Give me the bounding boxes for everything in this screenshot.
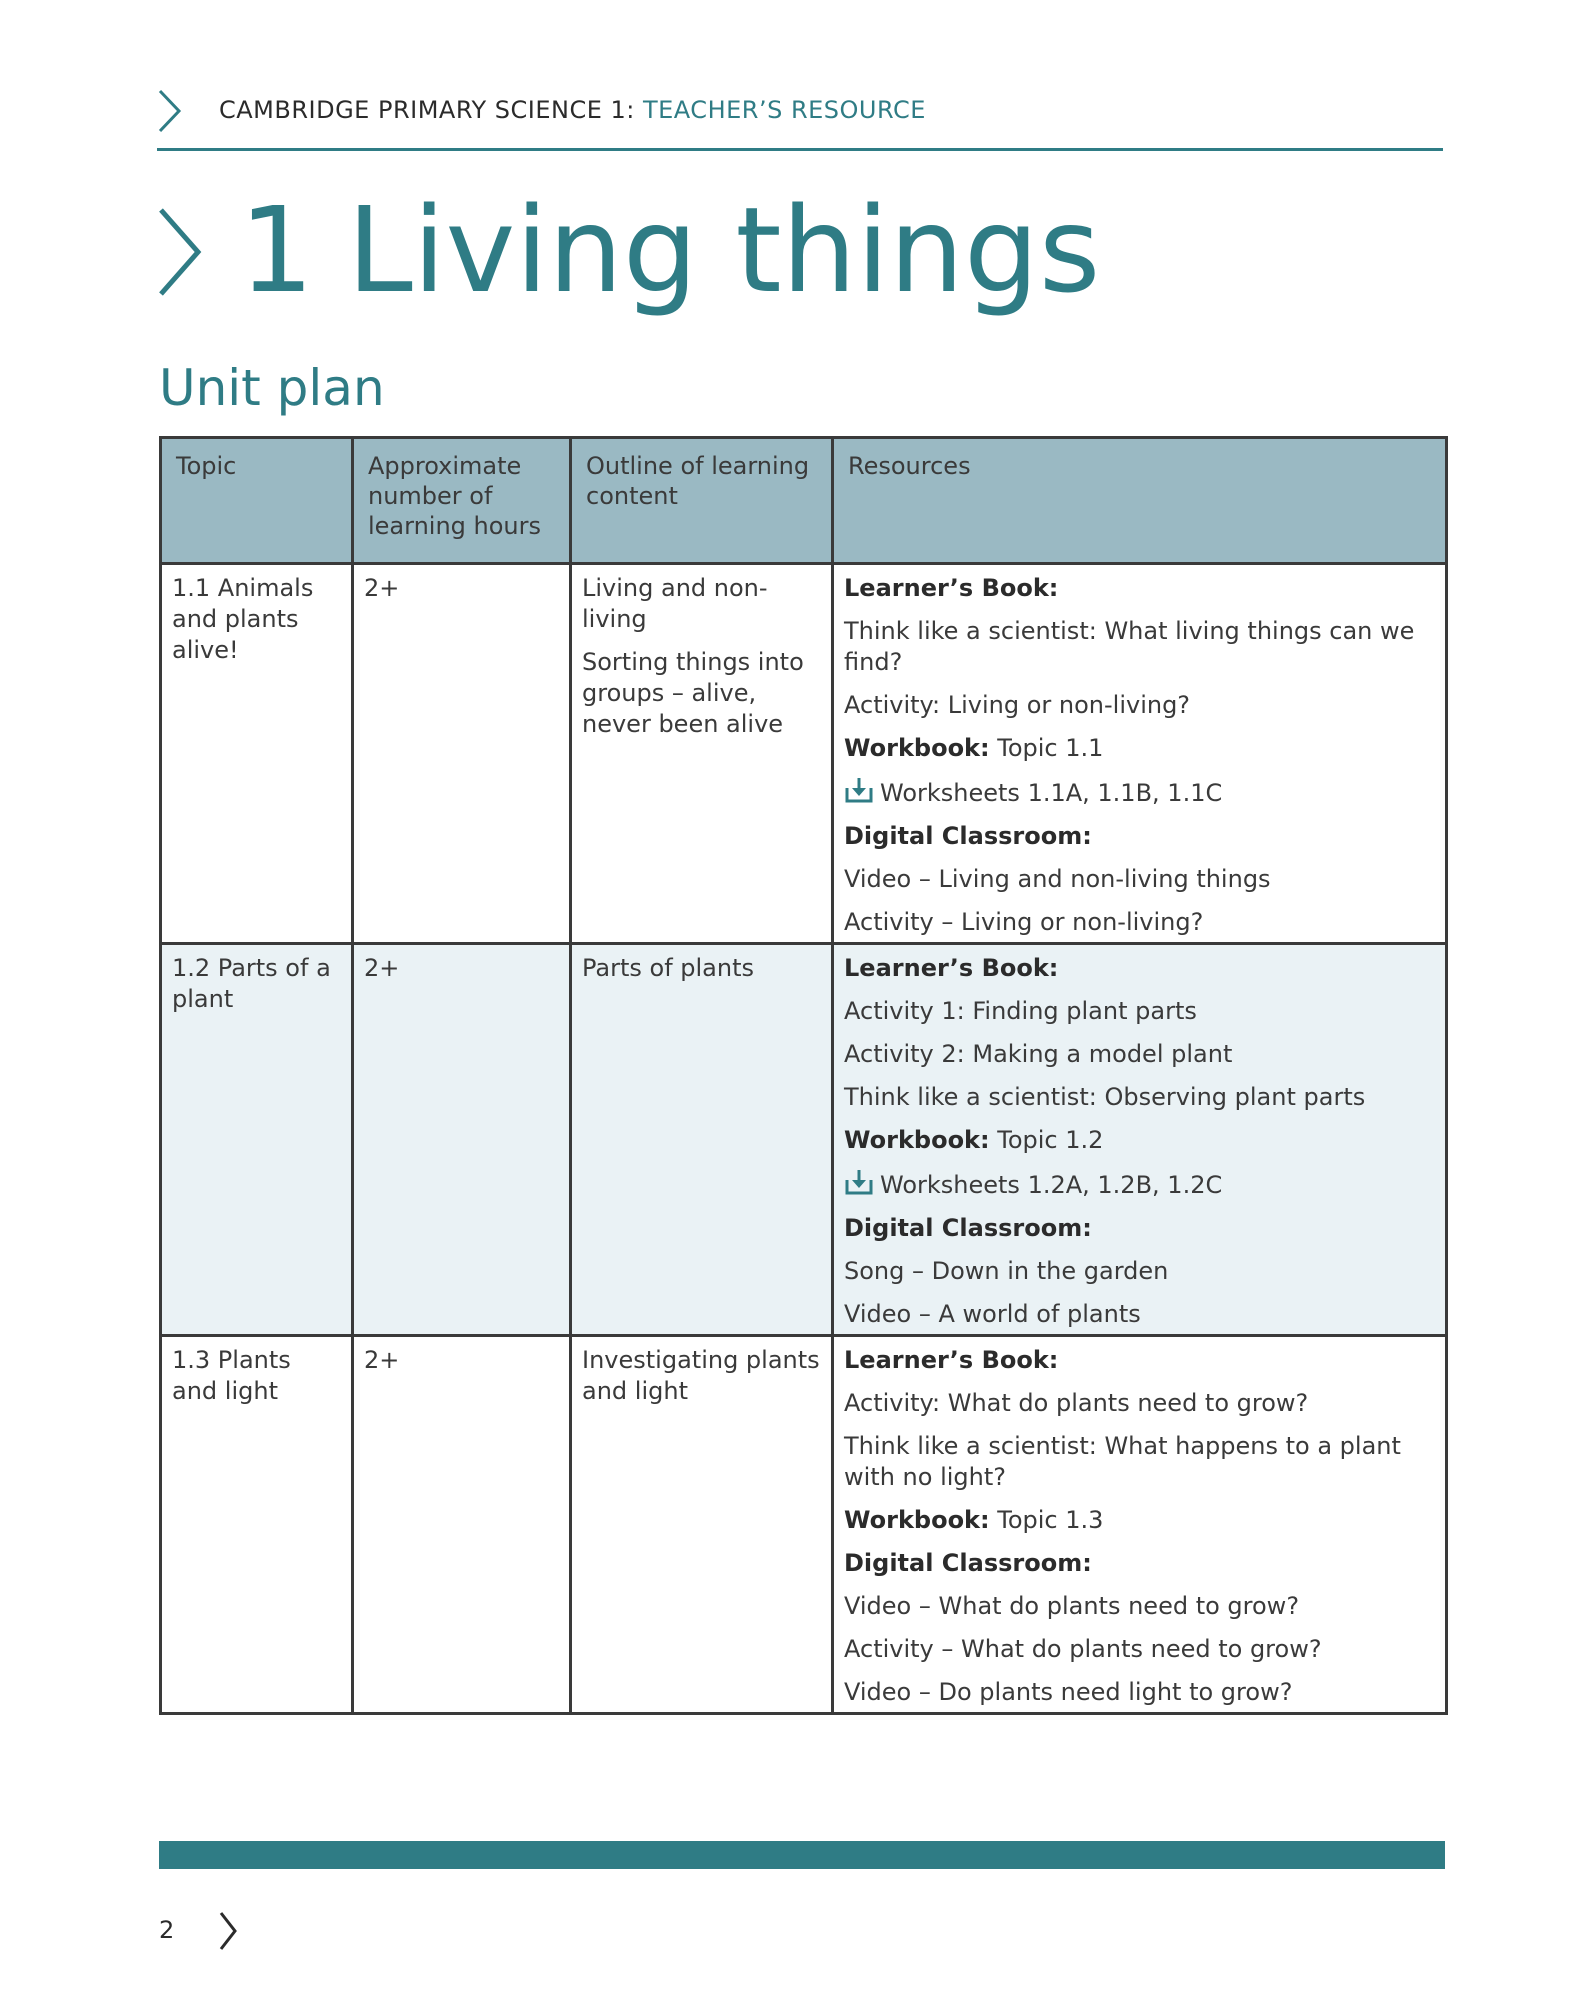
resource-item: Activity – Living or non-living? [844,908,1204,936]
table-row [161,564,1447,944]
table-row [161,944,1447,1336]
resource-item: Video – Do plants need light to grow? [844,1678,1293,1706]
resource-item: Video – Living and non-living things [844,865,1271,893]
workbook-line [844,1505,1435,1536]
column-header-outline: Outline of learning content [571,438,833,564]
resource-item: Think like a scientist: Observing plant parts [844,1083,1366,1111]
column-header-hours: Approximate number of learning hours [353,438,571,564]
footer-bar [159,1841,1445,1869]
resource-item: Think like a scientist: What living things can we find? [844,617,1415,676]
chevron-right-icon [218,1910,238,1952]
digital-classroom-label: Digital Classroom: [844,1214,1092,1242]
resource-item: Activity: What do plants need to grow? [844,1389,1309,1417]
table-header-row [161,438,1447,564]
workbook-value: Topic 1.3 [989,1506,1104,1534]
table-row [161,1336,1447,1714]
running-header [157,82,1443,151]
topic-cell: 1.2 Parts of a plant [161,944,353,1336]
outline-cell [571,944,833,1336]
workbook-label: Workbook: [844,1506,990,1534]
resources-cell [833,944,1447,1336]
outline-item: Parts of plants [582,954,755,982]
outline-cell [571,564,833,944]
resource-item: Song – Down in the garden [844,1257,1169,1285]
outline-item: Investigating plants and light [582,1346,820,1405]
chapter-heading [157,181,1447,319]
worksheets-line [844,776,1435,809]
page-number: 2 [159,1916,175,1944]
column-header-topic: Topic [161,438,353,564]
book-name: CAMBRIDGE PRIMARY SCIENCE 1 [219,96,627,124]
workbook-value: Topic 1.1 [989,734,1104,762]
hours-cell: 2+ [353,1336,571,1714]
resource-item: Video – What do plants need to grow? [844,1592,1300,1620]
header-separator: : [626,96,643,124]
topic-cell: 1.1 Animals and plants alive! [161,564,353,944]
column-header-resources: Resources [833,438,1447,564]
chapter-number: 1 [239,181,315,319]
digital-classroom-label: Digital Classroom: [844,1549,1092,1577]
chevron-right-icon [157,88,183,134]
worksheets-line [844,1168,1435,1201]
section-title: Unit plan [159,359,385,417]
learners-book-label: Learner’s Book: [844,574,1059,602]
resources-cell [833,1336,1447,1714]
workbook-line [844,733,1435,764]
workbook-value: Topic 1.2 [989,1126,1104,1154]
resource-item: Video – A world of plants [844,1300,1141,1328]
resource-item: Activity – What do plants need to grow? [844,1635,1322,1663]
learners-book-label: Learner’s Book: [844,954,1059,982]
download-icon [844,776,874,804]
workbook-line [844,1125,1435,1156]
download-icon [844,1168,874,1196]
unit-plan-table [159,436,1448,1715]
resource-item: Think like a scientist: What happens to a plant with no light? [844,1432,1401,1491]
digital-classroom-label: Digital Classroom: [844,822,1092,850]
resources-cell [833,564,1447,944]
worksheets-text: Worksheets 1.2A, 1.2B, 1.2C [880,1171,1223,1199]
outline-cell [571,1336,833,1714]
chapter-title: Living things [347,181,1101,319]
resource-item: Activity 2: Making a model plant [844,1040,1233,1068]
outline-item: Sorting things into groups – alive, never been alive [582,648,804,738]
resource-item: Activity 1: Finding plant parts [844,997,1197,1025]
hours-cell: 2+ [353,944,571,1336]
resource-item: Activity: Living or non-living? [844,691,1191,719]
book-title [219,96,926,124]
resource-name: TEACHER’S RESOURCE [642,96,926,124]
workbook-label: Workbook: [844,734,990,762]
outline-item: Living and non-living [582,574,768,633]
topic-cell: 1.3 Plants and light [161,1336,353,1714]
hours-cell: 2+ [353,564,571,944]
workbook-label: Workbook: [844,1126,990,1154]
chevron-right-icon [157,206,203,298]
worksheets-text: Worksheets 1.1A, 1.1B, 1.1C [880,779,1223,807]
learners-book-label: Learner’s Book: [844,1346,1059,1374]
